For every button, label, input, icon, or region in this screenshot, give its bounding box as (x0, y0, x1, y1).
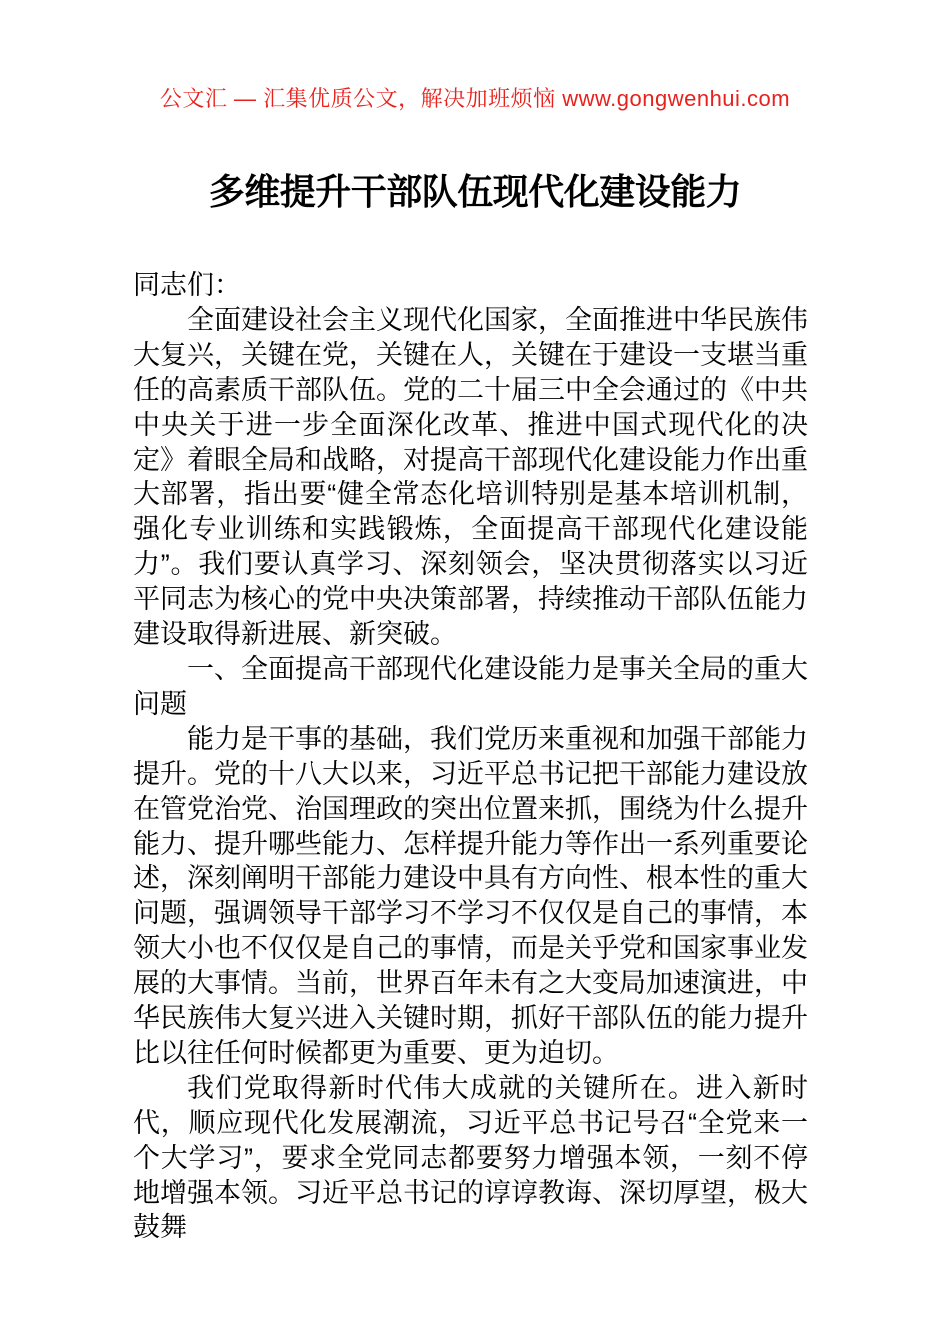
paragraph-continued: 我们党取得新时代伟大成就的关键所在。进入新时代，顺应现代化发展潮流，习近平总书记号召“全党来一个大学习”，要求全党同志都要努力增强本领，一刻不停地增强本领。习近平总书记的谆谆教诲、深切厚望，极大鼓舞 (133, 1072, 808, 1243)
paragraph-intro: 全面建设社会主义现代化国家，全面推进中华民族伟大复兴，关键在党，关键在人，关键在于建设一支堪当重任的高素质干部队伍。党的二十届三中全会通过的《中共中央关于进一步全面深化改革、推进中国式现代化的决定》着眼全局和战略，对提高干部现代化建设能力作出重大部署，指出要“健全常态化培训特别是基本培训机制，强化专业训练和实践锻炼，全面提高干部现代化建设能力”。我们要认真学习、深刻领会，坚决贯彻落实以习近平同志为核心的党中央决策部署，持续推动干部队伍能力建设取得新进展、新突破。 (133, 304, 808, 650)
salutation: 同志们： (133, 270, 241, 300)
site-watermark: 公文汇 — 汇集优质公文，解决加班烦恼 www.gongwenhui.com (159, 86, 791, 111)
document-title: 多维提升干部队伍现代化建设能力 (208, 171, 742, 212)
section-heading: 一、全面提高干部现代化建设能力是事关全局的重大问题 (133, 653, 808, 719)
paragraph-section-one: 能力是干事的基础，我们党历来重视和加强干部能力提升。党的十八大以来，习近平总书记把干部能力建设放在管党治党、治国理政的突出位置来抓，围绕为什么提升能力、提升哪些能力、怎样提升能力等作出一系列重要论述，深刻阐明干部能力建设中具有方向性、根本性的重大问题，强调领导干部学习不学习不仅仅是自己的事情，本领大小也不仅仅是自己的事情，而是关乎党和国家事业发展的大事情。当前，世界百年未有之大变局加速演进，中华民族伟大复兴进入关键时期，抓好干部队伍的能力提升比以往任何时候都更为重要、更为迫切。 (133, 723, 808, 1068)
document-body (133, 268, 808, 1245)
